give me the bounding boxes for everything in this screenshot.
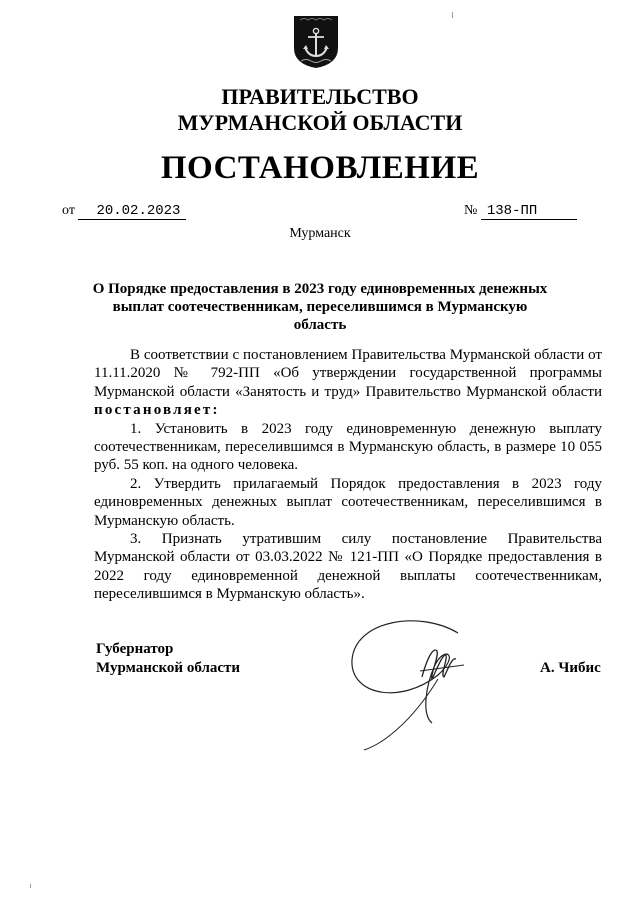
coat-of-arms-icon (292, 14, 340, 70)
preamble-text: В соответствии с постановлением Правительства Мурманской области от 11.11.2020 № 792-ПП «Об утверждении государственной программы Мурманской области «Занятость и труд» Правительство Мурманской области (94, 347, 602, 400)
date-prefix: от (62, 203, 75, 218)
government-title-line1: ПРАВИТЕЛЬСТВО (221, 84, 419, 109)
date-field (62, 203, 186, 220)
signer-name: А. Чибис (540, 660, 601, 676)
handwritten-signature-icon (340, 605, 480, 755)
paragraph-preamble (94, 346, 602, 420)
paragraph-item-2: 2. Утвердить прилагаемый Порядок предоставления в 2023 году единовременных денежных выплат соотечественникам, переселившимся в Мурманскую область. (94, 475, 602, 529)
heading-line2: выплат соотечественникам, переселившимся в Мурманскую область (112, 299, 528, 333)
heading-line1: О Порядке предоставления в 2023 году единовременных денежных (92, 281, 548, 297)
city: Мурманск (289, 226, 351, 241)
number-prefix: № (464, 203, 478, 218)
signer-position (96, 640, 240, 678)
government-title-line2: МУРМАНСКОЙ ОБЛАСТИ (177, 110, 463, 135)
document-heading (90, 280, 550, 334)
government-title (0, 84, 640, 136)
document-body (94, 346, 602, 604)
number-field (464, 203, 577, 220)
scan-mark (30, 884, 31, 888)
date-value: 20.02.2023 (78, 203, 186, 220)
decree-keyword: постановляет: (94, 402, 220, 419)
paragraph-item-1: 1. Установить в 2023 году единовременную денежную выплату соотечественникам, переселившимся в Мурманскую область, в размере 10 055 руб. 55 коп. на одного человека. (94, 420, 602, 474)
number-value: 138-ПП (481, 203, 577, 220)
signer-position-line1: Губернатор (96, 641, 174, 657)
scan-mark (452, 12, 453, 18)
paragraph-item-3: 3. Признать утратившим силу постановление Правительства Мурманской области от 03.03.2022 № 121-ПП «О Порядке предоставления в 2022 году единовременной денежной выплаты соотечественникам, переселившимся в Мурманскую область». (94, 531, 602, 603)
document-type: ПОСТАНОВЛЕНИЕ (160, 150, 480, 186)
signer-position-line2: Мурманской области (96, 660, 241, 676)
